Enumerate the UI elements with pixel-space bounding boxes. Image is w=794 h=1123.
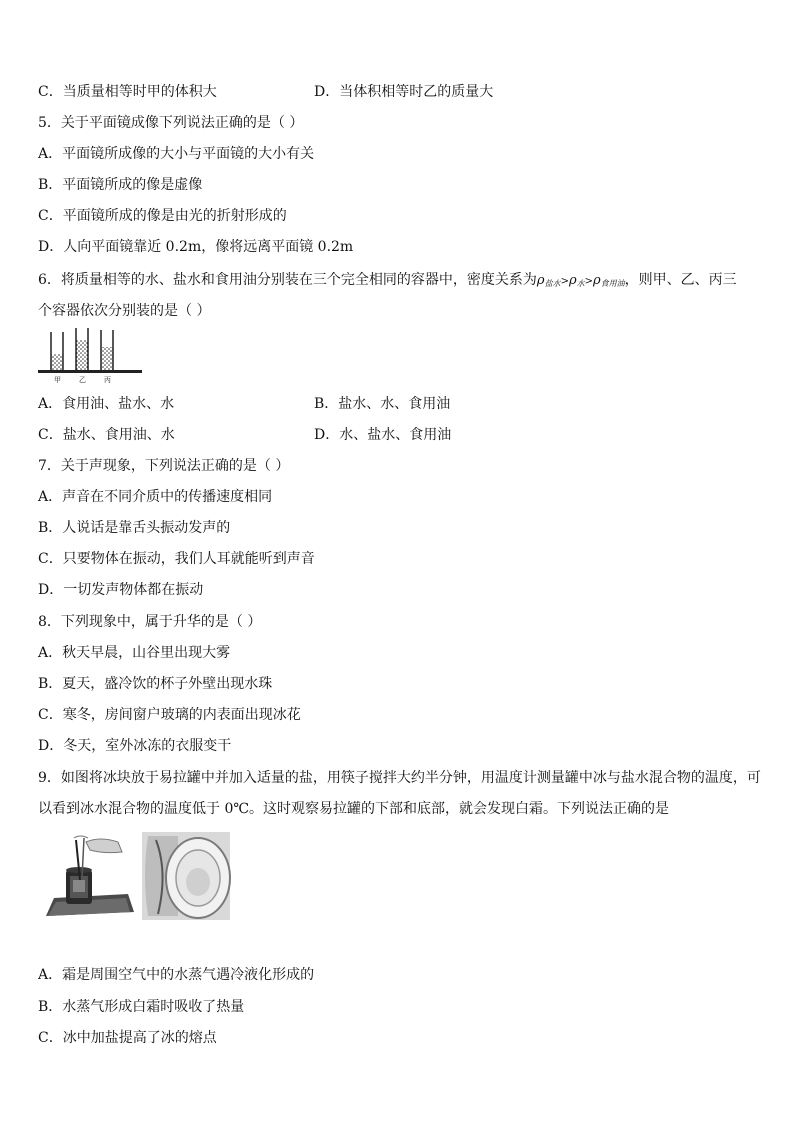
rho-symbol: ρ <box>593 273 601 288</box>
q6-stem-part2: ，则甲、乙、丙三 <box>624 272 737 288</box>
q4-option-c: C．当质量相等时甲的体积大 <box>38 84 217 100</box>
q5-option-c: C．平面镜所成的像是由光的折射形成的 <box>38 208 287 224</box>
q5-option-a: A．平面镜所成像的大小与平面镜的大小有关 <box>38 146 315 162</box>
q4-option-d: D．当体积相等时乙的质量大 <box>314 84 494 100</box>
sub-oil: 食用油 <box>600 279 625 288</box>
q6-option-c: C．盐水、食用油、水 <box>38 427 175 443</box>
q6-option-b: B．盐水、水、食用油 <box>314 396 451 412</box>
container-bing <box>101 330 113 370</box>
q8-option-b: B．夏天，盛冷饮的杯子外壁出现水珠 <box>38 676 273 692</box>
q9-stem-line1: 9．如图将冰块放于易拉罐中并加入适量的盐，用筷子搅拌大约半分钟，用温度计测量罐中冰与盐水混合物的温度，可 <box>38 770 761 786</box>
container-jia <box>51 332 63 370</box>
rho-symbol: ρ <box>568 273 577 288</box>
q6-stem-part1: 6．将质量相等的水、盐水和食用油分别装在三个完全相同的容器中，密度关系为 <box>38 272 537 288</box>
label-yi: 乙 <box>79 376 86 384</box>
q6-option-d: D．水、盐水、食用油 <box>314 427 452 443</box>
q5-option-d: D．人向平面镜靠近 0.2m，像将远离平面镜 0.2m <box>38 239 354 255</box>
label-jia: 甲 <box>54 376 61 384</box>
q7-option-c: C．只要物体在振动，我们人耳就能听到声音 <box>38 551 315 567</box>
can-with-stirrer <box>46 836 134 916</box>
q9-option-a: A．霜是周围空气中的水蒸气遇冷液化形成的 <box>38 967 315 983</box>
q6-stem-line1 <box>38 271 737 293</box>
q9-stem-line2: 以看到冰水混合物的温度低于 0℃。这时观察易拉罐的下部和底部，就会发现白霜。下列说法正确的是 <box>38 801 670 817</box>
table-base <box>38 370 142 373</box>
gt-symbol: > <box>584 276 593 287</box>
q5-stem: 5．关于平面镜成像下列说法正确的是（ ） <box>38 115 304 131</box>
q6-option-a: A．食用油、盐水、水 <box>38 396 175 412</box>
q7-stem: 7．关于声现象，下列说法正确的是（ ） <box>38 458 290 474</box>
q8-stem: 8．下列现象中，属于升华的是（ ） <box>38 614 262 630</box>
q9-option-c: C．冰中加盐提高了冰的熔点 <box>38 1030 217 1046</box>
sub-water: 水 <box>576 279 585 288</box>
container-yi <box>76 328 88 370</box>
q9-option-b: B．水蒸气形成白霜时吸收了热量 <box>38 999 245 1015</box>
label-bing: 丙 <box>104 376 111 384</box>
q8-option-d: D．冬天，室外冰冻的衣服变干 <box>38 738 232 754</box>
gt-symbol: > <box>560 276 569 287</box>
q8-option-c: C．寒冬，房间窗户玻璃的内表面出现冰花 <box>38 707 301 723</box>
rho-symbol: ρ <box>536 273 545 288</box>
q7-option-d: D．一切发声物体都在振动 <box>38 582 204 598</box>
q7-option-a: A．声音在不同介质中的传播速度相同 <box>38 489 273 505</box>
q8-option-a: A．秋天早晨，山谷里出现大雾 <box>38 645 231 661</box>
frosted-can-bottom <box>142 832 230 920</box>
q7-option-b: B．人说话是靠舌头振动发声的 <box>38 520 231 536</box>
q5-option-b: B．平面镜所成的像是虚像 <box>38 177 203 193</box>
q6-stem-line2: 个容器依次分别装的是（ ） <box>38 303 211 319</box>
three-containers-figure <box>38 326 144 386</box>
ice-can-photo <box>38 832 234 924</box>
sub-saltwater: 盐水 <box>544 279 561 288</box>
